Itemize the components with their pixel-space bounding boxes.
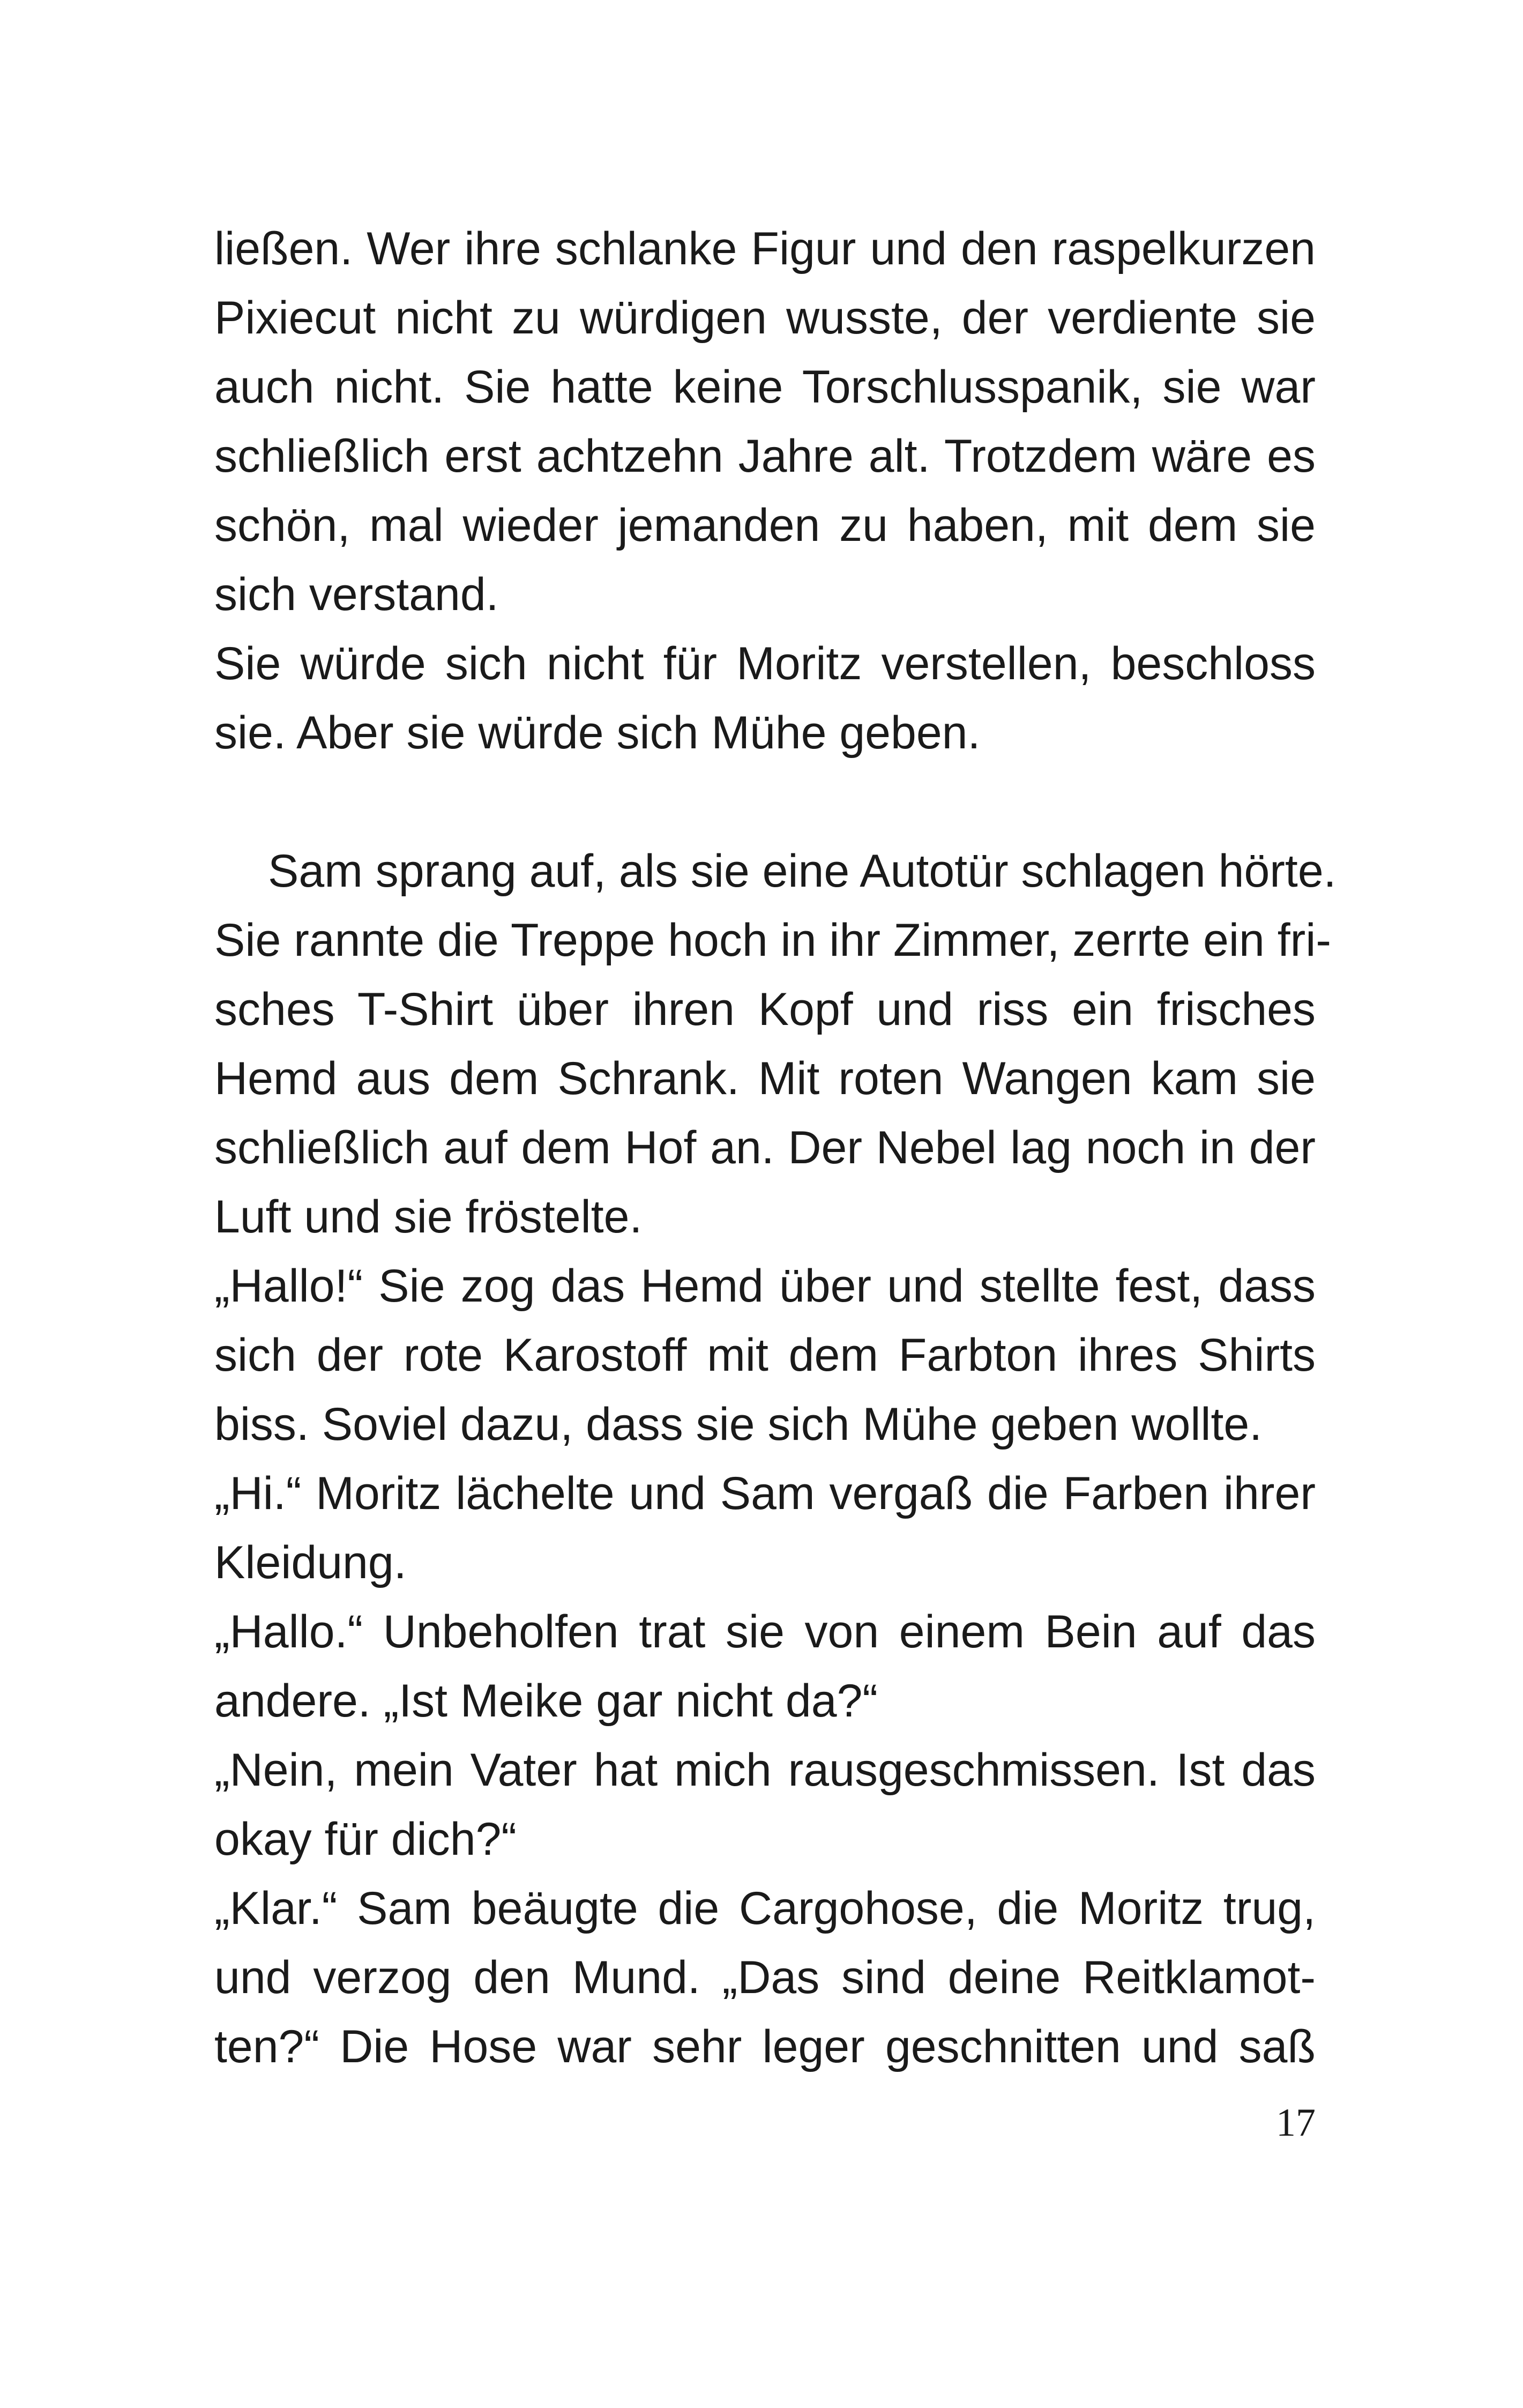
- text-line: „Hallo.“ Unbeholfen trat sie von einem Bein auf das: [214, 1606, 1316, 1658]
- text-line: andere. „Ist Meike gar nicht da?“: [214, 1675, 878, 1727]
- text-line: sie. Aber sie würde sich Mühe geben.: [214, 707, 981, 759]
- text-line: schließlich erst achtzehn Jahre alt. Trotzdem wäre es: [214, 430, 1316, 482]
- text-line: Luft und sie fröstelte.: [214, 1191, 643, 1243]
- text-line: biss. Soviel dazu, dass sie sich Mühe geben wollte.: [214, 1399, 1263, 1450]
- body-text: [214, 214, 1337, 2082]
- text-line: sich verstand.: [214, 569, 499, 620]
- text-line: Sie würde sich nicht für Moritz verstellen, beschloss: [214, 638, 1316, 689]
- text-line: Hemd aus dem Schrank. Mit roten Wangen kam sie: [214, 1053, 1316, 1104]
- text-line: schließlich auf dem Hof an. Der Nebel lag noch in der: [214, 1122, 1316, 1173]
- text-line: Kleidung.: [214, 1537, 407, 1588]
- text-line: „Hallo!“ Sie zog das Hemd über und stellte fest, dass: [214, 1260, 1316, 1312]
- page-number: 17: [1276, 2101, 1316, 2145]
- text-line: okay für dich?“: [214, 1814, 517, 1865]
- text-line: „Klar.“ Sam beäugte die Cargohose, die Moritz trug,: [214, 1883, 1316, 1934]
- text-line: Sie rannte die Treppe hoch in ihr Zimmer, zerrte ein fri-: [214, 915, 1331, 966]
- text-line: schön, mal wieder jemanden zu haben, mit dem sie: [214, 500, 1316, 551]
- text-line: auch nicht. Sie hatte keine Torschlusspanik, sie war: [214, 361, 1316, 413]
- text-line: ließen. Wer ihre schlanke Figur und den raspelkurzen: [214, 223, 1316, 274]
- text-line: sches T-Shirt über ihren Kopf und riss ein frisches: [214, 984, 1316, 1035]
- text-line: Sam sprang auf, als sie eine Autotür schlagen hörte.: [268, 845, 1337, 897]
- text-line: ten?“ Die Hose war sehr leger geschnitten und saß: [214, 2021, 1316, 2072]
- paragraph-gap: [214, 768, 1316, 837]
- text-line: „Nein, mein Vater hat mich rausgeschmissen. Ist das: [214, 1744, 1316, 1796]
- text-line: und verzog den Mund. „Das sind deine Reitklamot-: [214, 1952, 1316, 2003]
- text-line: sich der rote Karostoff mit dem Farbton ihres Shirts: [214, 1329, 1316, 1381]
- text-line: „Hi.“ Moritz lächelte und Sam vergaß die Farben ihrer: [214, 1468, 1316, 1519]
- text-line: Pixiecut nicht zu würdigen wusste, der verdiente sie: [214, 292, 1316, 344]
